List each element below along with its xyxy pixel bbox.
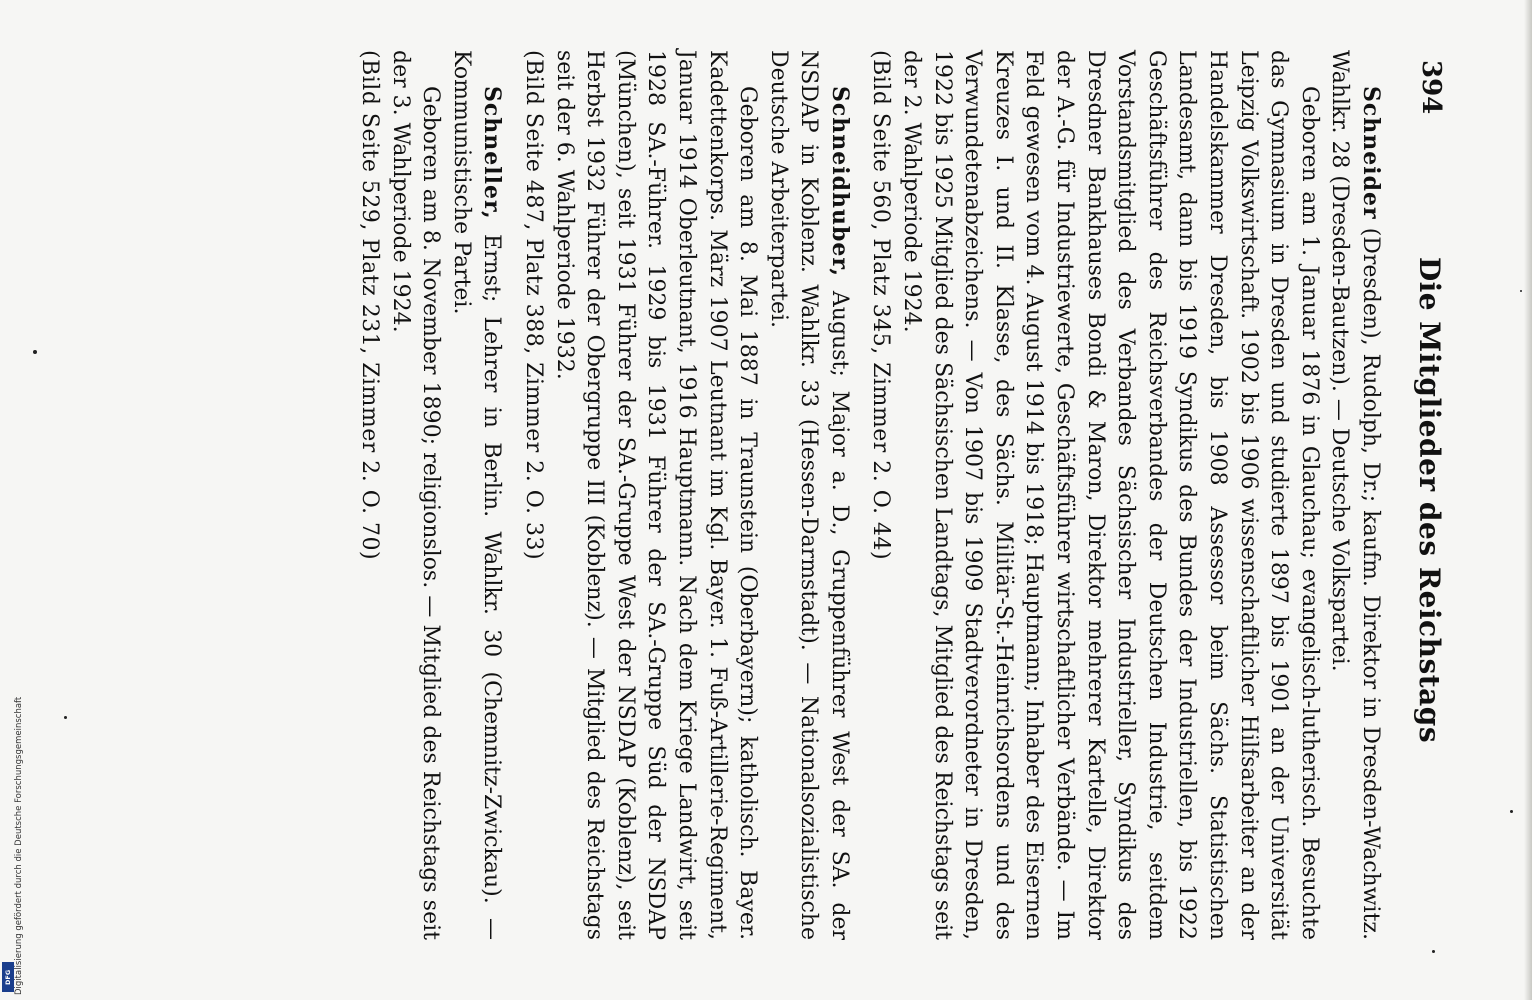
scan-edge bbox=[1524, 0, 1532, 1000]
entry-ref: (Bild Seite 529, Platz 231, Zimmer 2. O. 70) bbox=[357, 50, 382, 561]
page-number: 394 bbox=[1416, 60, 1446, 115]
entry-heading bbox=[762, 50, 855, 940]
digitization-note: Digitalisierung gefördert durch die Deutsche Forschungsgemeinschaft bbox=[14, 696, 24, 995]
scan-speck bbox=[1510, 810, 1513, 813]
entry-bio: Geboren am 1. Januar 1876 in Glauchau; evangelisch-lutherisch. Besuchte das Gymnasium in Dresden und studierte 1897 bis 1901 an der Universität Leipzig Volkswirtschaft. 1902 bis 1906 wissenschaftlicher Hilfsarbeiter an der Handelskammer Dresden, bis 1908 Assessor beim Sächs. Statistischen Landesamt, dann bis 1919 Syndikus des Bundes der Industriellen, bis 1922 Geschäftsführer des Reichsverbandes der Deutschen Industrie, seitdem Vorstandsmitglied des Verbandes Sächsischer Industrieller, Syndikus des Dresdner Bankhauses Bondi & Maron, Direktor mehrerer Kartelle, Direktor der A.-G. für Industriewerte, Geschäftsführer wirtschaftlicher Verbände. — Im Feld gewesen vom 4. August 1914 bis 1918; Hauptmann; Inhaber des Eisernen Kreuzes I. und II. Klasse, des Sächs. Militär-St.-Heinrichsordens und des Verwundetenabzeichens. — Von 1907 bis 1909 Stadtverordneter in Dresden, 1922 bis 1925 Mitglied des Sächsischen Landtags, Mitglied des Reichstags seit der 2. Wahlperiode 1924. bbox=[899, 50, 1322, 940]
scan-speck bbox=[1432, 950, 1435, 953]
entry-ref: (Bild Seite 487, Platz 388, Zimmer 2. O. 33) bbox=[520, 50, 546, 561]
entry-name: Schneider bbox=[1358, 86, 1384, 220]
page-title: Die Mitglieder des Reichstags bbox=[1413, 256, 1446, 744]
entries-list bbox=[343, 50, 1386, 940]
entry-schneller bbox=[353, 50, 507, 940]
running-head bbox=[1402, 30, 1446, 970]
entry-heading bbox=[445, 50, 507, 940]
dfg-logo: DFG bbox=[2, 962, 14, 992]
entry-heading-text: August; Major a. D., Gruppenführer West der SA. der NSDAP in Koblenz. Wahlkr. 33 (Hessen-Darmstadt). — Nationalsozialistische Deutsche Arbeiterpartei. bbox=[765, 50, 852, 941]
entry-heading bbox=[1324, 50, 1386, 940]
scan-speck bbox=[33, 350, 37, 354]
entry-schneidhuber bbox=[517, 50, 855, 940]
rotated-page bbox=[46, 30, 1486, 970]
entry-bio: Geboren am 8. Mai 1887 in Traunstein (Oberbayern); katholisch. Bayer. Kadettenkorps. März 1907 Leutnant im Kgl. Bayer. 1. Fuß-Artillerie-Regiment, Januar 1914 Oberleutnant, 1916 Hauptmann. Nach dem Kriege Landwirt, seit 1928 SA.-Führer. 1929 bis 1931 Führer der SA.-Gruppe Süd der NSDAP (München), seit 1931 Führer der SA.-Gruppe West der NSDAP (Koblenz), seit Herbst 1932 Führer der Obergruppe III (Koblenz). — Mitglied des Reichstags seit der 6. Wahlperiode 1932. bbox=[551, 50, 761, 940]
entry-name: Schneidhuber, bbox=[826, 86, 853, 278]
scan-speck bbox=[64, 716, 67, 719]
scan-speck bbox=[1520, 290, 1522, 292]
entry-ref: (Bild Seite 560, Platz 345, Zimmer 2. O. 44) bbox=[868, 50, 894, 561]
entry-name: Schneller, bbox=[479, 86, 506, 220]
entry-bio: Geboren am 8. November 1890; religionslos. — Mitglied des Reichstags seit der 3. Wahlperiode 1924. bbox=[387, 50, 444, 940]
entry-schneider bbox=[865, 50, 1386, 940]
entry-heading-text: (Dresden), Rudolph, Dr.; kaufm. Direktor in Dresden-Wachwitz. Wahlkr. 28 (Dresden-Bautzen). — Deutsche Volkspartei. bbox=[1327, 50, 1383, 940]
entry-heading-text: Ernst; Lehrer in Berlin. Wahlkr. 30 (Chemnitz-Zwickau). — Kommunistische Partei. bbox=[448, 50, 505, 940]
